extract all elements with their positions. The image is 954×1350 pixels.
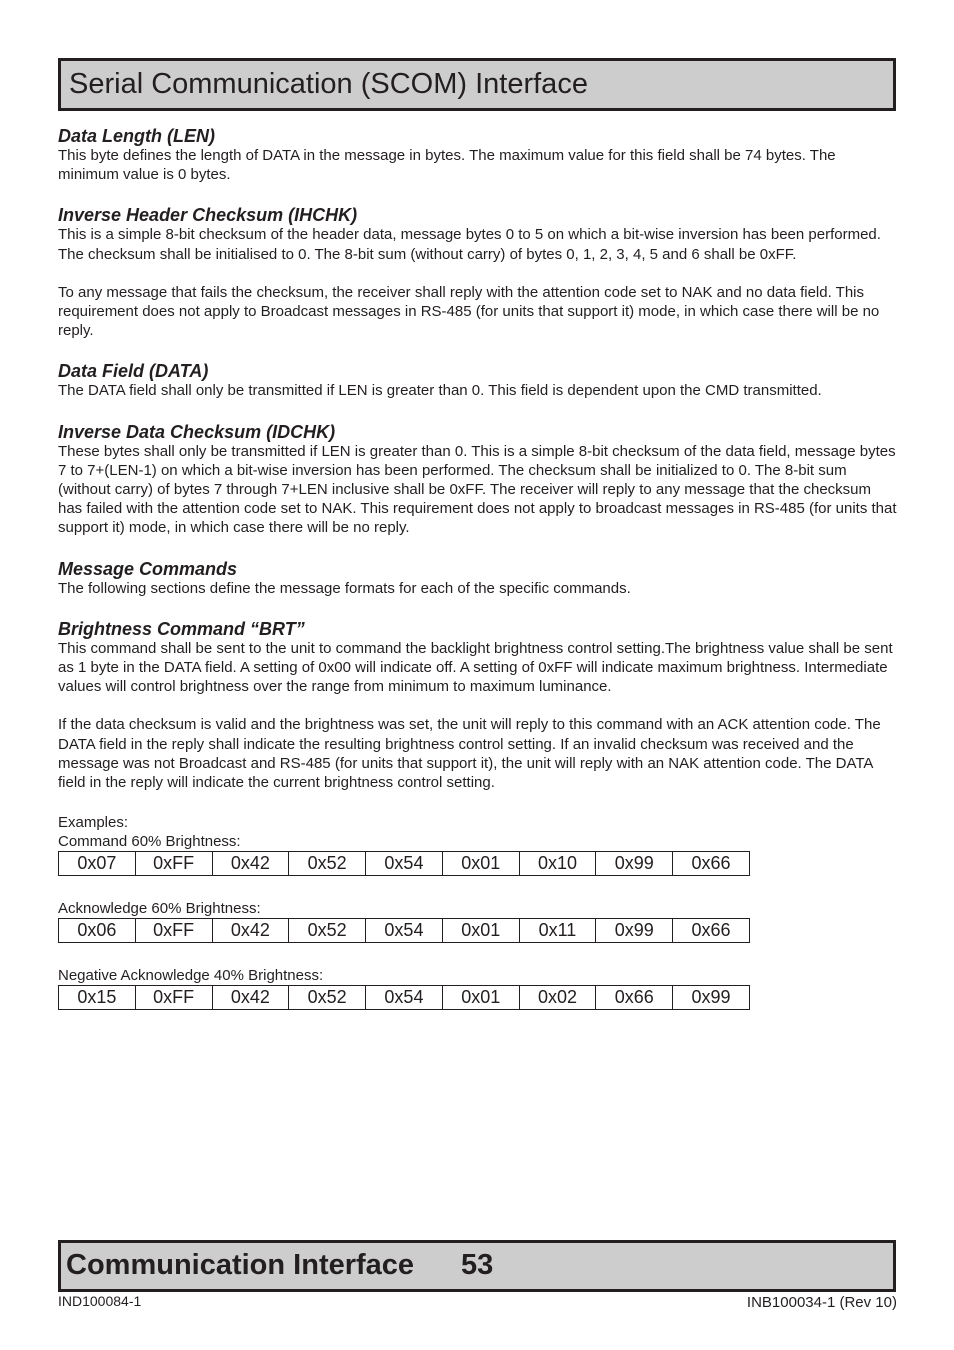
table-row xyxy=(59,986,750,1010)
byte-cell: 0x99 xyxy=(673,986,750,1010)
document-id-right: INB100034-1 (Rev 10) xyxy=(746,1294,897,1311)
byte-cell: 0x11 xyxy=(519,919,596,943)
document-body xyxy=(58,126,898,1010)
byte-cell: 0x66 xyxy=(673,919,750,943)
section-heading-ihchk: Inverse Header Checksum (IHCHK) xyxy=(58,205,358,226)
page-header xyxy=(58,58,896,111)
byte-cell: 0xFF xyxy=(135,852,212,876)
byte-cell: 0xFF xyxy=(135,986,212,1010)
byte-cell: 0x06 xyxy=(59,919,136,943)
byte-cell: 0x66 xyxy=(596,986,673,1010)
byte-cell: 0x15 xyxy=(59,986,136,1010)
byte-table-negative-acknowledge xyxy=(58,985,750,1010)
section-heading-data: Data Field (DATA) xyxy=(58,361,209,382)
paragraph: This is a simple 8-bit checksum of the header data, message bytes 0 to 5 on which a bit-wise inversion has been performed. The checksum shall be initialised to 0. The 8-bit sum (without carry) of bytes 0, 1, 2, 3, 4, 5 and 6 shall be 0xFF. xyxy=(58,226,881,263)
page-number: 53 xyxy=(461,1249,494,1281)
byte-cell: 0x42 xyxy=(212,986,289,1010)
table-row xyxy=(59,852,750,876)
byte-cell: 0x99 xyxy=(596,919,673,943)
byte-cell: 0x02 xyxy=(519,986,596,1010)
paragraph: If the data checksum is valid and the brightness was set, the unit will reply to this command with an ACK attention code. The DATA field in the reply shall indicate the resulting brightness control setting. If an invalid checksum was received and the message was not Broadcast and RS-485 (for units that support it), the unit will reply with an NAK attention code. The DATA field in the reply will indicate the current brightness control setting. xyxy=(58,716,881,792)
table-caption: Acknowledge 60% Brightness: xyxy=(58,900,261,918)
byte-table-acknowledge xyxy=(58,918,750,943)
page-title: Serial Communication (SCOM) Interface xyxy=(69,68,588,100)
table-caption: Negative Acknowledge 40% Brightness: xyxy=(58,967,324,985)
byte-cell: 0x01 xyxy=(442,852,519,876)
paragraph: The following sections define the message formats for each of the specific commands. xyxy=(58,579,631,597)
paragraph: To any message that fails the checksum, the receiver shall reply with the attention code set to NAK and no data field. This requirement does not apply to Broadcast messages in RS-485 (for units that support it) mode, in which case there will be no reply. xyxy=(58,283,880,340)
section-heading-message-commands: Message Commands xyxy=(58,558,238,579)
section-heading-idchk: Inverse Data Checksum (IDCHK) xyxy=(58,421,336,442)
table-caption: Command 60% Brightness: xyxy=(58,833,241,851)
byte-cell: 0x52 xyxy=(289,852,366,876)
paragraph: This byte defines the length of DATA in the message in bytes. The maximum value for this field shall be 74 bytes. The minimum value is 0 bytes. xyxy=(58,147,836,184)
byte-cell: 0x66 xyxy=(673,852,750,876)
document-id-left: IND100084-1 xyxy=(58,1293,142,1309)
byte-table-command xyxy=(58,851,750,876)
examples-label: Examples: xyxy=(58,814,129,832)
byte-cell: 0x01 xyxy=(442,986,519,1010)
byte-cell: 0x52 xyxy=(289,986,366,1010)
section-heading-brightness: Brightness Command “BRT” xyxy=(58,618,305,639)
byte-cell: 0x99 xyxy=(596,852,673,876)
byte-cell: 0x07 xyxy=(59,852,136,876)
byte-cell: 0xFF xyxy=(135,919,212,943)
paragraph: These bytes shall only be transmitted if LEN is greater than 0. This is a simple 8-bit checksum of the data field, message bytes 7 to 7+(LEN-1) on which a bit-wise inversion has been performed. The checksum shall be initialized to 0. The 8-bit sum (without carry) of bytes 7 through 7+LEN inclusive shall be 0xFF. The receiver will reply to any message that the checksum has failed with the attention code set to NAK. This requirement does not apply to broadcast messages in RS-485 (for units that support it) mode, in which case there will be no reply. xyxy=(58,442,897,537)
byte-cell: 0x54 xyxy=(366,919,443,943)
byte-cell: 0x42 xyxy=(212,919,289,943)
page-footer xyxy=(58,1240,896,1292)
table-row xyxy=(59,919,750,943)
byte-cell: 0x52 xyxy=(289,919,366,943)
byte-cell: 0x01 xyxy=(442,919,519,943)
byte-cell: 0x42 xyxy=(212,852,289,876)
byte-cell: 0x54 xyxy=(366,986,443,1010)
paragraph: This command shall be sent to the unit to command the backlight brightness control setting.The brightness value shall be sent as 1 byte in the DATA field. A setting of 0x00 will indicate off. A setting of 0xFF will indicate maximum brightness. Intermediate values will control brightness over the range from minimum to maximum luminance. xyxy=(58,639,893,696)
byte-cell: 0x10 xyxy=(519,852,596,876)
byte-cell: 0x54 xyxy=(366,852,443,876)
footer-title: Communication Interface xyxy=(66,1249,415,1281)
section-heading-len: Data Length (LEN) xyxy=(58,126,215,146)
paragraph: The DATA field shall only be transmitted if LEN is greater than 0. This field is dependent upon the CMD transmitted. xyxy=(58,382,822,400)
